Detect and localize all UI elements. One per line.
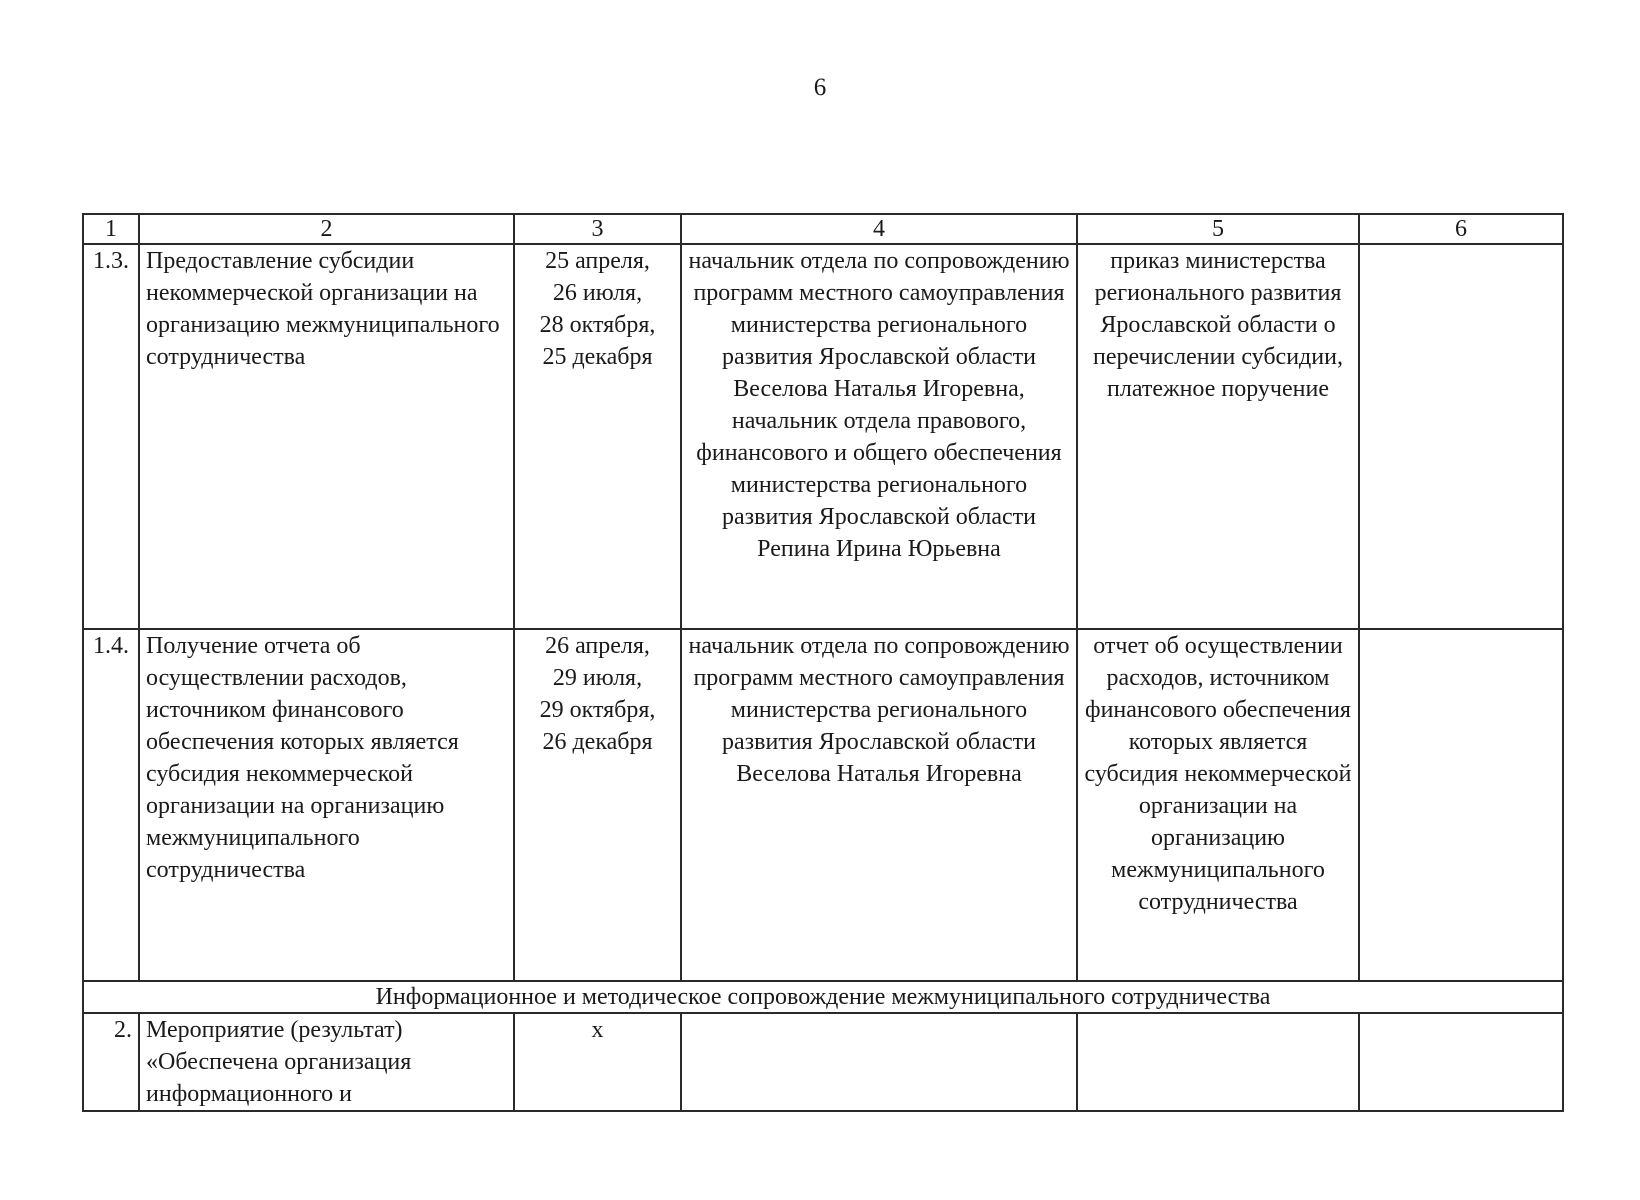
section-title: Информационное и методическое сопровождение межмуниципального сотрудничества [83,981,1563,1013]
row-number: 1.3. [83,244,139,629]
plan-table [82,213,1564,1112]
header-cell: 6 [1359,214,1563,244]
section-row [83,981,1563,1013]
note-cell [1359,244,1563,629]
result-document [1077,1013,1359,1111]
responsible-person [681,1013,1077,1111]
header-cell: 2 [139,214,514,244]
row-number: 2. [83,1013,139,1111]
header-cell: 5 [1077,214,1359,244]
result-document: отчет об осуществлении расходов, источником финансового обеспечения которых является субсидия некоммерческой организации на организацию межмуниципального сотрудничества [1077,629,1359,981]
responsible-person: начальник отдела по сопровождению программ местного самоуправления министерства регионального развития Ярославской области Веселова Наталья Игоревна, начальник отдела правового, финансового и общего обеспечения министерства регионального развития Ярославской области Репина Ирина Юрьевна [681,244,1077,629]
activity-name: Получение отчета об осуществлении расходов, источником финансового обеспечения которых является субсидия некоммерческой организации на организацию межмуниципального сотрудничества [139,629,514,981]
row-number: 1.4. [83,629,139,981]
activity-name: Мероприятие (результат) «Обеспечена организация информационного и [139,1013,514,1111]
activity-name: Предоставление субсидии некоммерческой организации на организацию межмуниципального сотрудничества [139,244,514,629]
responsible-person: начальник отдела по сопровождению программ местного самоуправления министерства регионального развития Ярославской области Веселова Наталья Игоревна [681,629,1077,981]
header-cell: 4 [681,214,1077,244]
header-cell: 1 [83,214,139,244]
activity-dates: х [514,1013,681,1111]
note-cell [1359,1013,1563,1111]
note-cell [1359,629,1563,981]
page-number: 6 [813,74,827,101]
table-header-row [83,214,1563,244]
table-row [83,244,1563,629]
activity-dates: 26 апреля, 29 июля, 29 октября, 26 декабря [514,629,681,981]
table-row [83,1013,1563,1111]
result-document: приказ министерства регионального развития Ярославской области о перечислении субсидии, платежное поручение [1077,244,1359,629]
activity-dates: 25 апреля, 26 июля, 28 октября, 25 декабря [514,244,681,629]
table-row [83,629,1563,981]
header-cell: 3 [514,214,681,244]
